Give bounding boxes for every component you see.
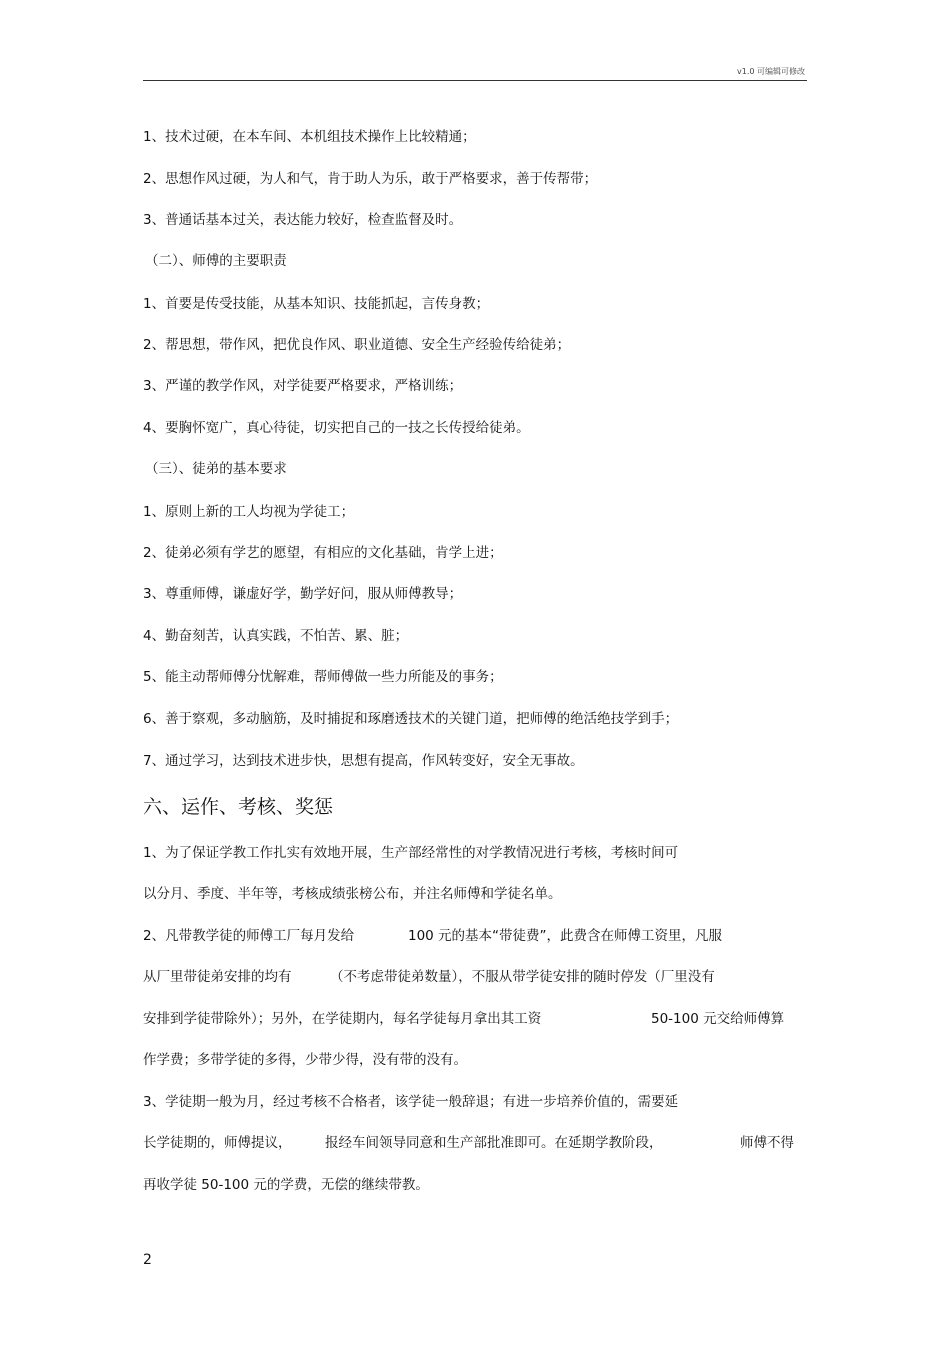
text-segment: 从厂里带徒弟安排的均有 [143,969,292,985]
text-segment: 安排到学徒带除外）；另外，在学徒期内，每名学徒每月拿出其工资 [143,1011,542,1027]
paragraph-line [143,969,807,987]
text-segment: 报经车间领导同意和生产部批准即可。在延期学教阶段， [325,1135,663,1151]
paragraph-line [143,1011,807,1029]
paragraph-line: 再收学徒 50-100 元的学费，无偿的继续带教。 [143,1177,429,1193]
paragraph-line [143,928,807,946]
paragraph-line [143,1135,807,1153]
list-item: 4、要胸怀宽广，真心待徒，切实把自己的一技之长传授给徒弟。 [143,420,530,436]
list-item: 6、善于察观，多动脑筋，及时捕捉和琢磨透技术的关键门道，把师傅的绝活绝技学到手； [143,711,679,727]
list-item: 1、原则上新的工人均视为学徒工； [143,504,355,520]
text-segment: 100 元的基本“带徒费”，此费含在师傅工资里，凡服 [408,928,723,944]
text-segment: （不考虑带徒弟数量），不服从带学徒安排的随时停发（厂里没有 [330,969,715,985]
paragraph-line: 1、为了保证学教工作扎实有效地开展，生产部经常性的对学教情况进行考核，考核时间可 [143,845,679,861]
version-label: v1.0 可编辑可修改 [737,67,805,76]
text-segment: 2、凡带教学徒的师傅工厂每月发给 [143,928,355,944]
list-item: 1、首要是传受技能，从基本知识、技能抓起，言传身教； [143,296,490,312]
paragraph-line: 3、学徒期一般为月，经过考核不合格者，该学徒一般辞退；有进一步培养价值的，需要延 [143,1094,679,1110]
list-item: 3、严谨的教学作风，对学徒要严格要求，严格训练； [143,378,463,394]
list-item: 7、通过学习，达到技术进步快，思想有提高，作风转变好，安全无事故。 [143,753,584,769]
subheading-master-duties: （二）、师傅的主要职责 [145,253,287,269]
list-item: 5、能主动帮师傅分忧解难，帮师傅做一些力所能及的事务； [143,669,503,685]
paragraph-line: 以分月、季度、半年等，考核成绩张榜公布，并注名师傅和学徒名单。 [143,886,562,902]
text-segment: 师傅不得 [740,1135,794,1151]
paragraph-line: 作学费；多带学徒的多得，少带少得，没有带的没有。 [143,1052,467,1068]
header-rule [143,80,807,81]
list-item: 2、思想作风过硬，为人和气，肯于助人为乐，敢于严格要求，善于传帮带； [143,171,598,187]
list-item: 4、勤奋刻苦，认真实践，不怕苦、累、脏； [143,628,409,644]
list-item: 1、技术过硬，在本车间、本机组技术操作上比较精通； [143,129,476,145]
page-number: 2 [143,1252,152,1268]
text-segment: 50-100 元交给师傅算 [651,1011,785,1027]
list-item: 2、帮思想，带作风，把优良作风、职业道德、安全生产经验传给徒弟； [143,337,571,353]
section-heading: 六、运作、考核、奖惩 [143,796,334,818]
list-item: 3、尊重师傅，谦虚好学，勤学好问，服从师傅教导； [143,586,463,602]
list-item: 2、徒弟必须有学艺的愿望，有相应的文化基础，肯学上进； [143,545,503,561]
list-item: 3、普通话基本过关，表达能力较好，检查监督及时。 [143,212,463,228]
text-segment: 长学徒期的，师傅提议， [143,1135,292,1151]
subheading-apprentice-requirements: （三）、徒弟的基本要求 [145,461,287,477]
